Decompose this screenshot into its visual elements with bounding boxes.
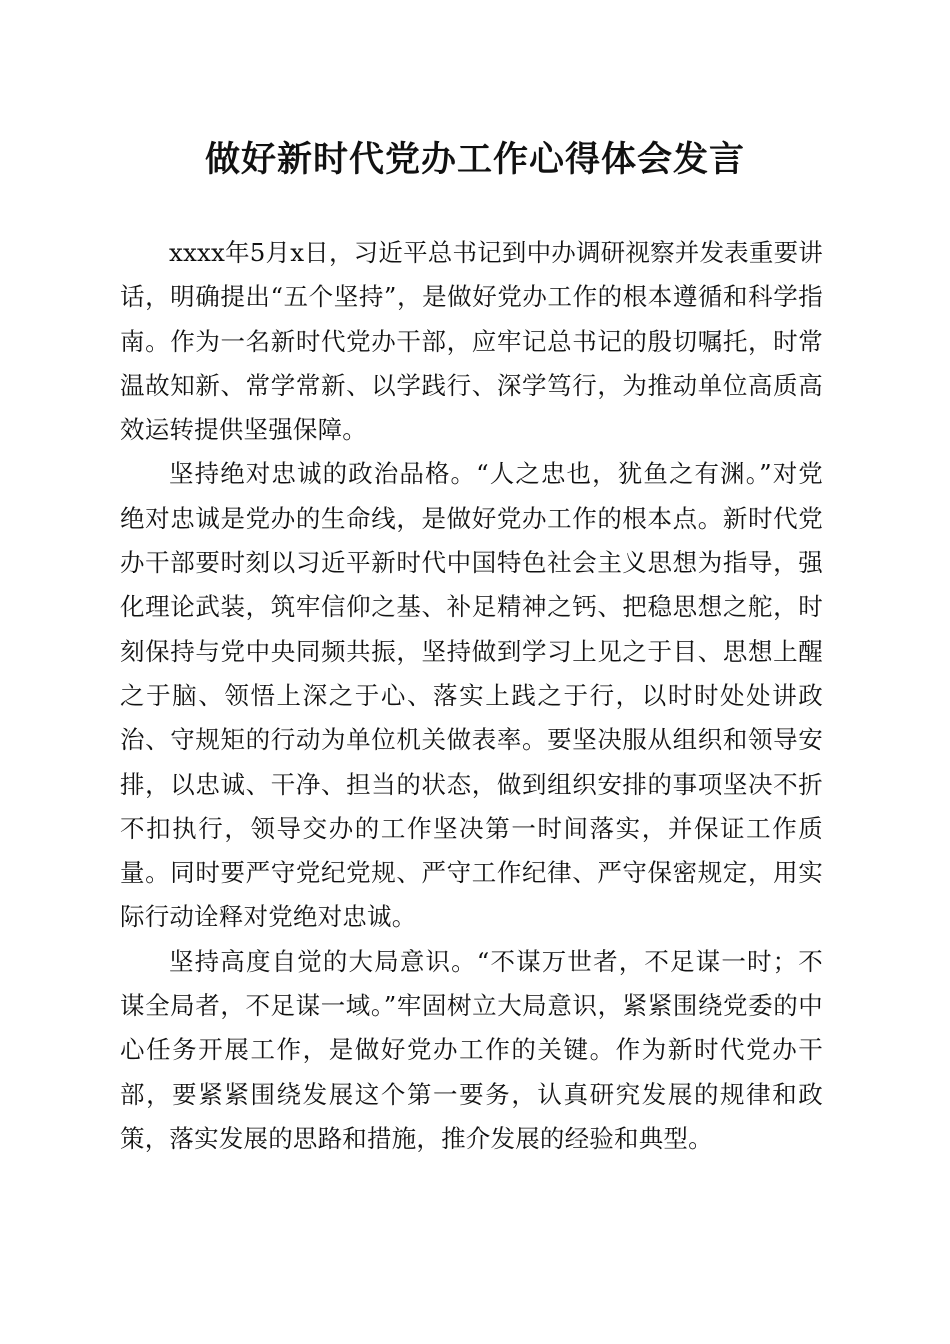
paragraph-overall-view: 坚持高度自觉的大局意识。“不谋万世者，不足谋一时；不谋全局者，不足谋一域。”牢固树立大局意识，紧紧围绕党委的中心任务开展工作，是做好党办工作的关键。作为新时代党办干部，要紧紧围绕发展这个第一要务，认真研究发展的规律和政策，落实发展的思路和措施，推介发展的经验和典型。	[120, 946, 823, 1153]
document-title: 做好新时代党办工作心得体会发言	[204, 139, 745, 180]
paragraph-intro: xxxx年5月x日，习近平总书记到中办调研视察并发表重要讲话，明确提出“五个坚持”，是做好党办工作的根本遵循和科学指南。作为一名新时代党办干部，应牢记总书记的殷切嘱托，时常温故知新、常学常新、以学践行、深学笃行，为推动单位高质高效运转提供坚强保障。	[120, 238, 823, 445]
document-body	[120, 231, 823, 1161]
paragraph-loyalty: 坚持绝对忠诚的政治品格。“人之忠也，犹鱼之有渊。”对党绝对忠诚是党办的生命线，是做好党办工作的根本点。新时代党办干部要时刻以习近平新时代中国特色社会主义思想为指导，强化理论武装，筑牢信仰之基、补足精神之钙、把稳思想之舵，时刻保持与党中央同频共振，坚持做到学习上见之于目、思想上醒之于脑、领悟上深之于心、落实上践之于行，以时时处处讲政治、守规矩的行动为单位机关做表率。要坚决服从组织和领导安排，以忠诚、干净、担当的状态，做到组织安排的事项坚决不折不扣执行，领导交办的工作坚决第一时间落实，并保证工作质量。同时要严守党纪党规、严守工作纪律、严守保密规定，用实际行动诠释对党绝对忠诚。	[120, 459, 823, 932]
